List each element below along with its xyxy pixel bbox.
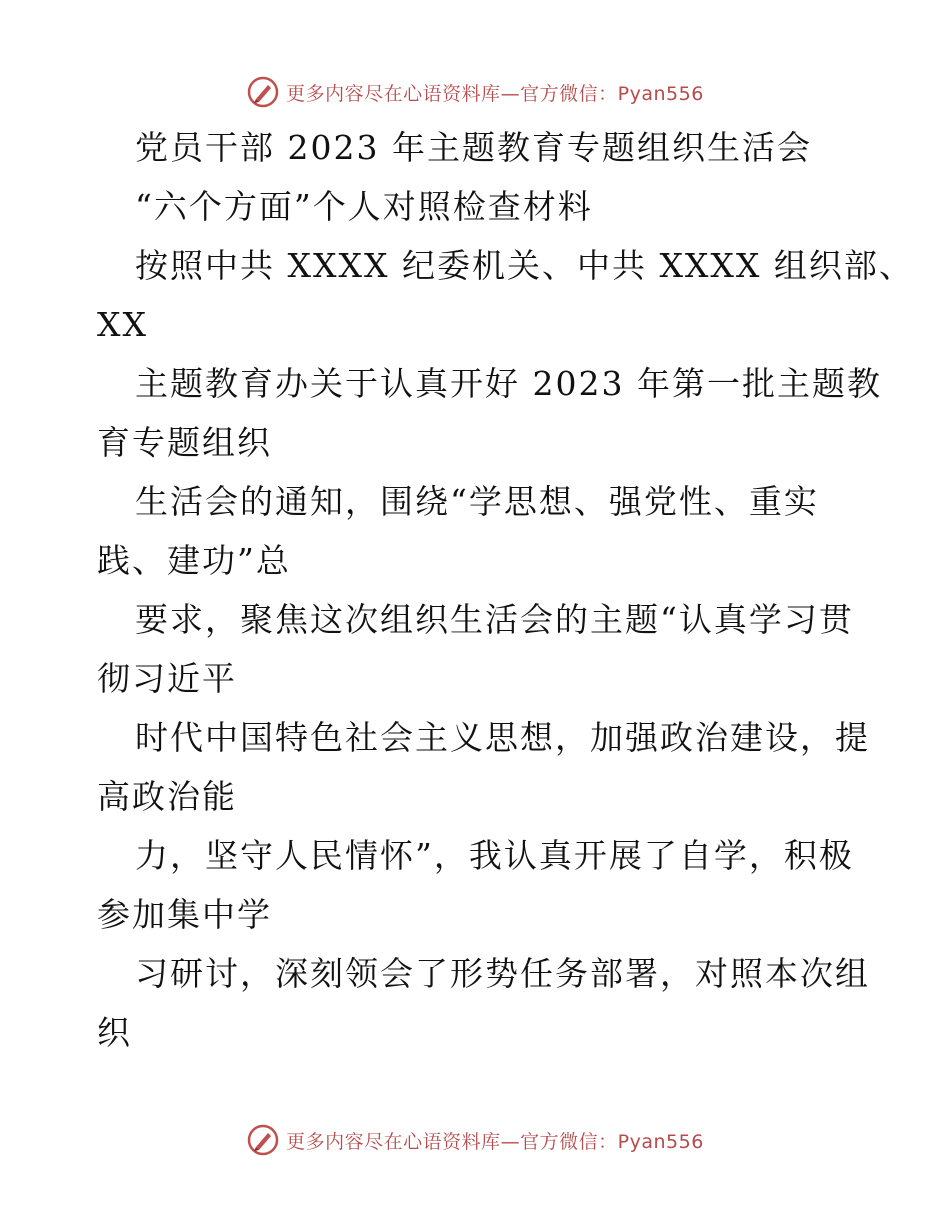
header-banner [0,72,950,112]
footer-banner-text: 更多内容尽在心语资料库—官方微信：Pyan556 [286,1130,704,1153]
paragraph-line: 生活会的通知，围绕“学思想、强党性、重实 [135,482,819,521]
paragraph-line: 参加集中学 [97,895,272,934]
header-banner-text: 更多内容尽在心语资料库—官方微信：Pyan556 [286,82,704,105]
paragraph-line: 织 [97,1013,132,1052]
paragraph-line: 主题教育办关于认真开好 2023 年第一批主题教 [135,364,882,403]
paragraph-line: 习研讨，深刻领会了形势任务部署，对照本次组 [135,954,870,993]
pen-logo-icon [246,75,280,109]
paragraph-line: 按照中共 XXXX 纪委机关、中共 XXXX 组织部、 [135,246,914,285]
paragraph-line: 育专题组织 [97,423,272,462]
paragraph-line: 践、建功”总 [97,541,291,580]
document-title-line-2: “六个方面”个人对照检查材料 [135,187,593,226]
paragraph-line: 要求，聚焦这次组织生活会的主题“认真学习贯 [135,600,854,639]
paragraph-line: 力，坚守人民情怀”，我认真开展了自学，积极 [135,836,854,875]
pen-logo-icon [246,1123,280,1157]
document-title-line-1: 党员干部 2023 年主题教育专题组织生活会 [135,128,812,167]
paragraph-line: 彻习近平 [97,659,237,698]
footer-banner [0,1120,950,1160]
document-body [97,118,914,1062]
paragraph-line: XX [97,305,148,344]
paragraph-line: 时代中国特色社会主义思想，加强政治建设，提 [135,718,870,757]
paragraph-line: 高政治能 [97,777,237,816]
